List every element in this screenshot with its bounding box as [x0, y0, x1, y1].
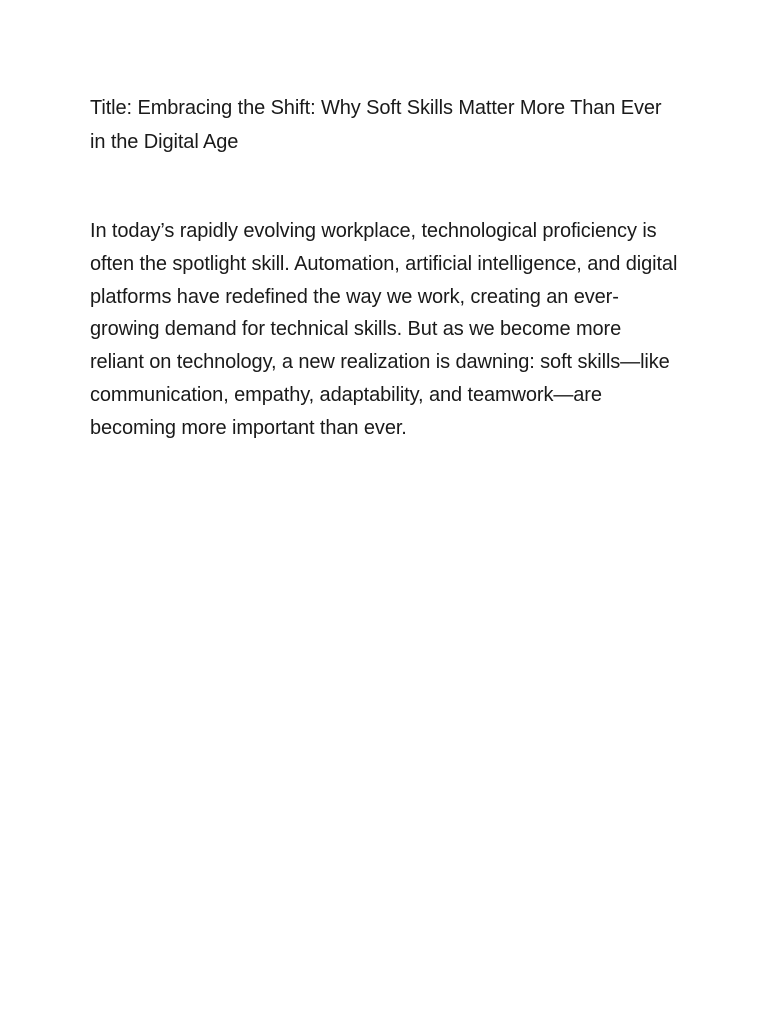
- document-content: [90, 91, 680, 445]
- body-paragraph: In today’s rapidly evolving workplace, technological proficiency is often the spotlight skill. Automation, artificial intelligence, and digital platforms have redefined the way we work, creating an ever-growing demand for technical skills. But as we become more reliant on technology, a new realization is dawning: soft skills—like communication, empathy, adaptability, and teamwork—are becoming more important than ever.: [90, 220, 678, 439]
- document-title: Title: Embracing the Shift: Why Soft Skills Matter More Than Ever in the Digital Age: [90, 97, 662, 153]
